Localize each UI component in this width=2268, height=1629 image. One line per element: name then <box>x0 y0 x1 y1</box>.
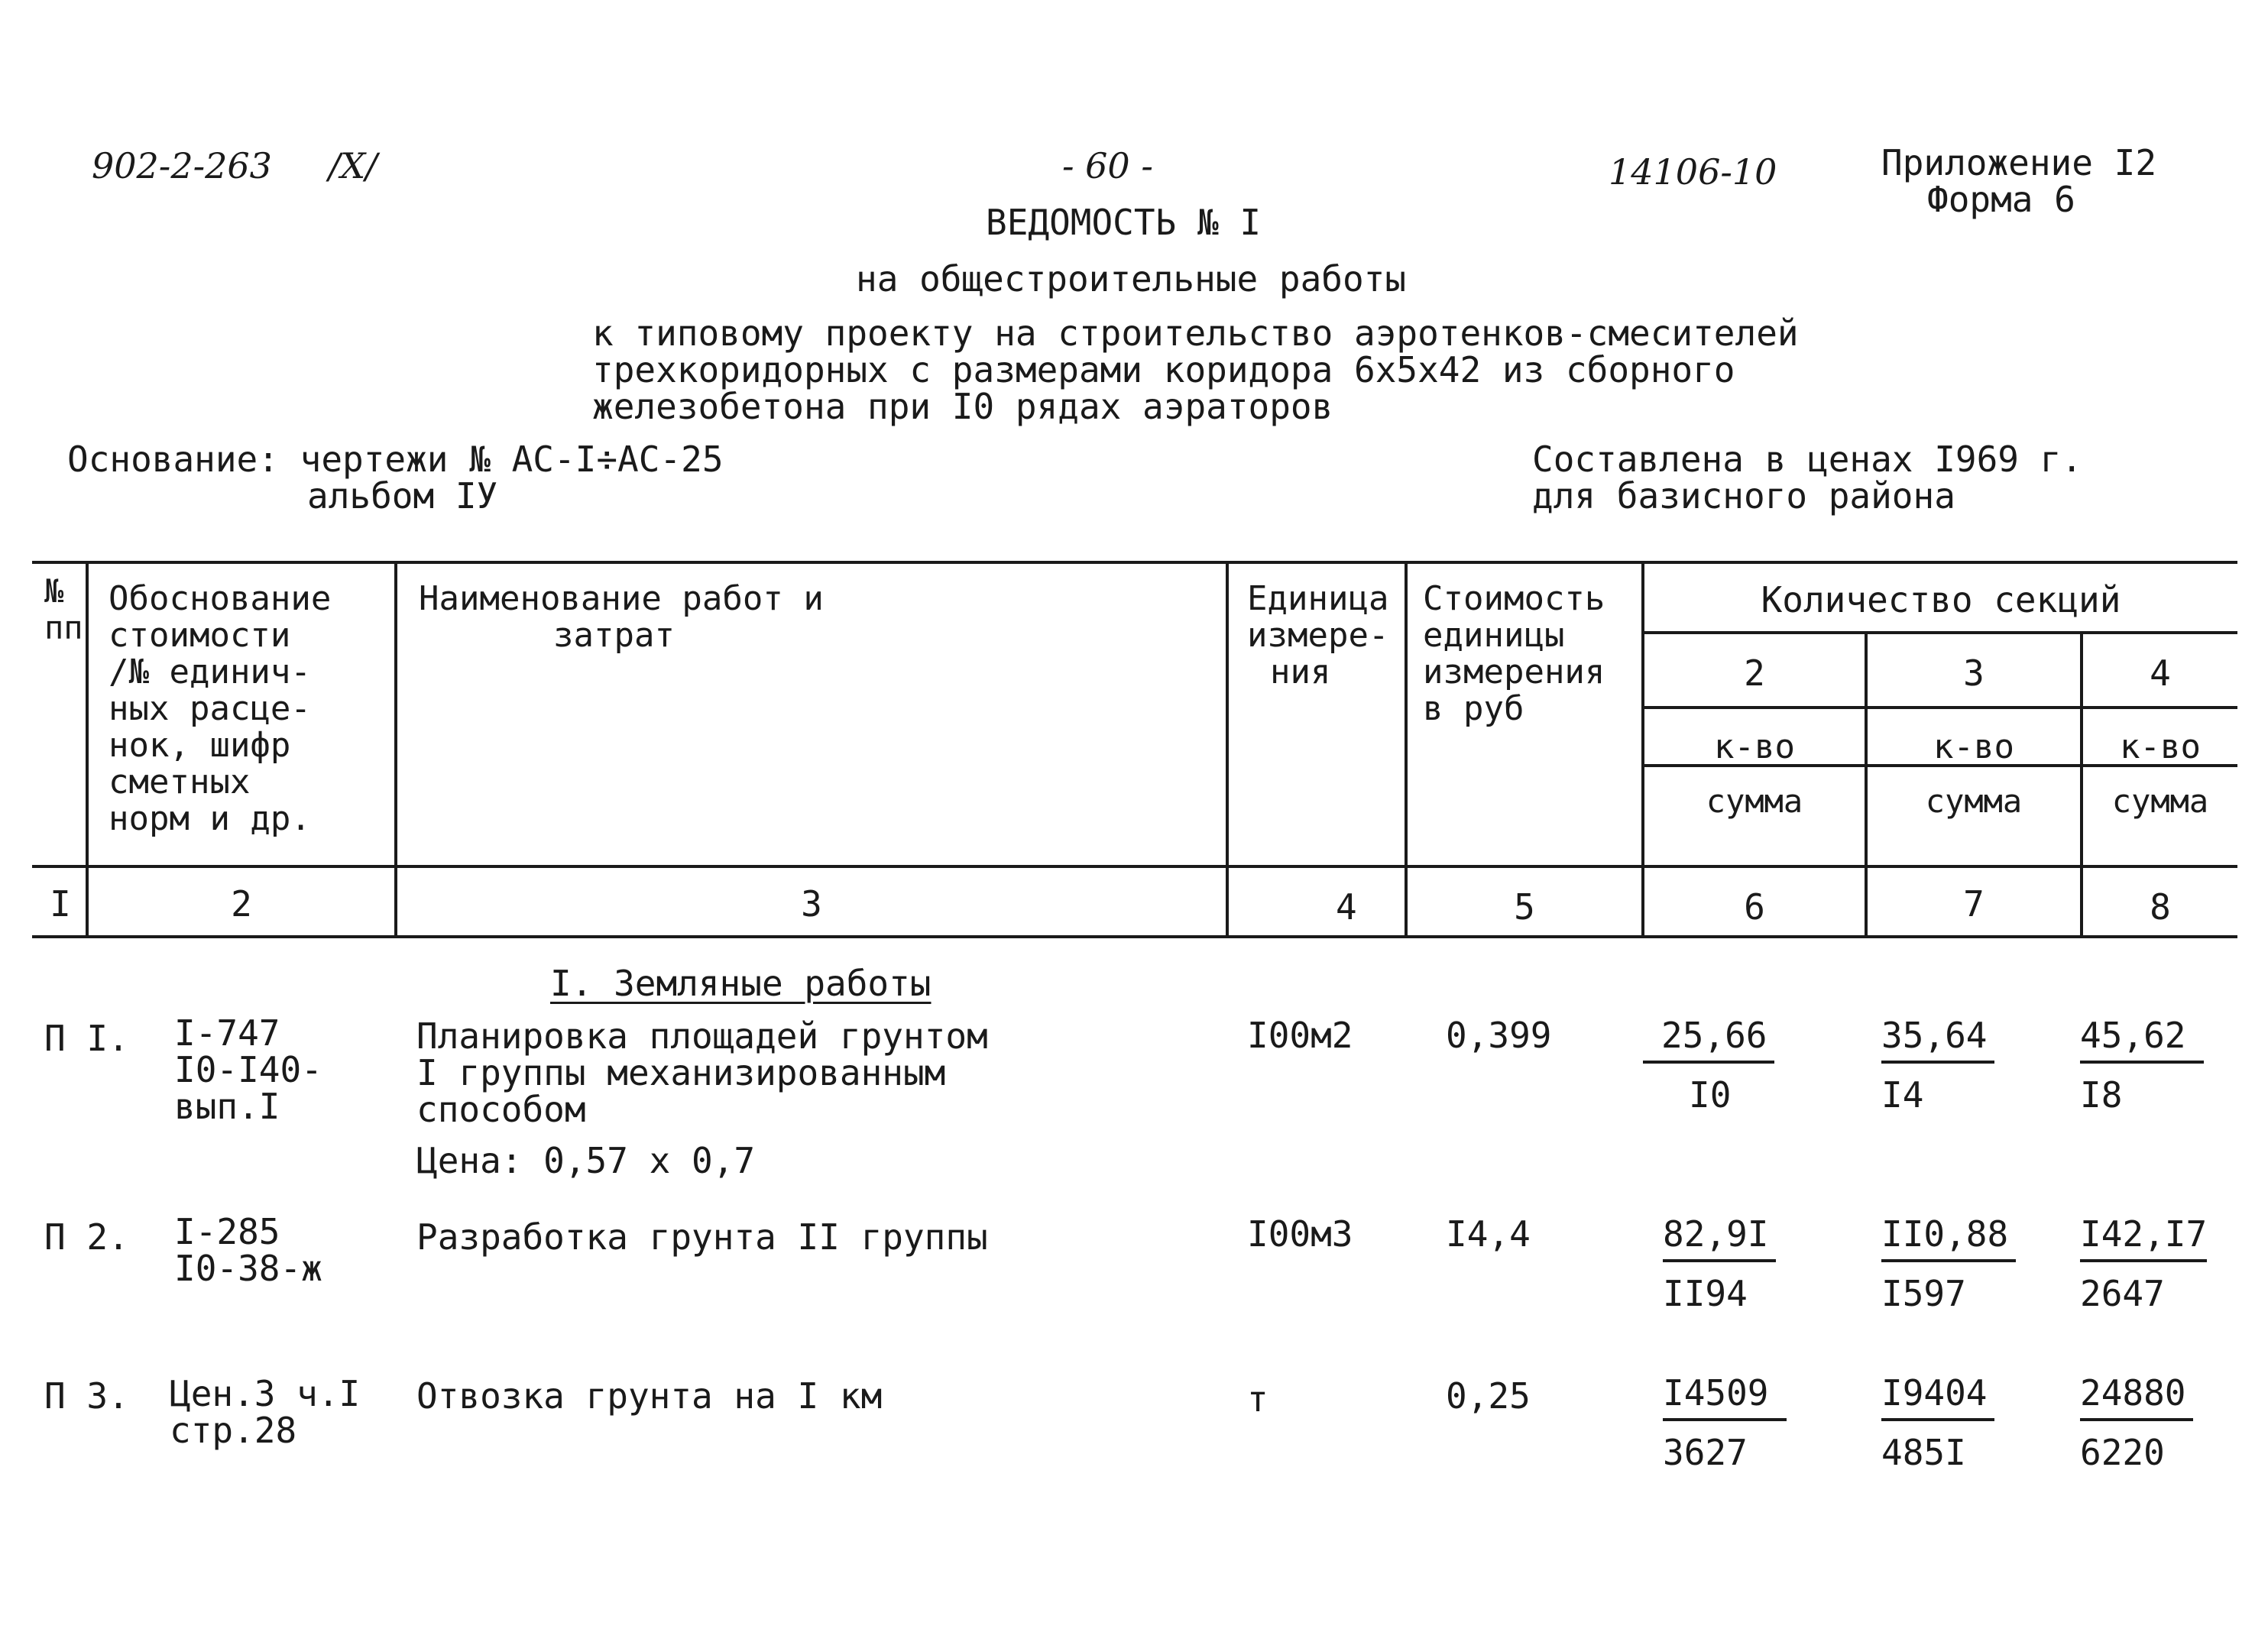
header-line: норм и др. <box>109 799 311 838</box>
column-separator <box>86 561 89 935</box>
row-price-note: Цена: 0,57 х 0,7 <box>416 1140 756 1181</box>
row-basis-line: стр.28 <box>170 1410 297 1451</box>
row-work-name: Отвозка грунта на I км <box>416 1375 883 1417</box>
sum-value: 2647 <box>2080 1273 2165 1314</box>
subheader-divider <box>1641 706 2237 709</box>
sum-value: 6220 <box>2080 1432 2165 1473</box>
row-basis-line: вып.I <box>174 1086 280 1127</box>
qty-value: 45,62 <box>2080 1015 2204 1064</box>
header-line: стоимости <box>109 616 291 655</box>
price-region: для базисного района <box>1532 475 1955 517</box>
price-basis: Составлена в ценах I969 г. <box>1532 439 2083 480</box>
header-basis <box>109 581 331 837</box>
row-basis-line: Цен.3 ч.I <box>170 1373 361 1414</box>
header-line: Единица <box>1247 579 1389 618</box>
row-basis <box>174 1012 322 1127</box>
header-line: нок, шифр <box>109 726 291 765</box>
column-number: 4 <box>1336 886 1357 928</box>
sum-value: I8 <box>2080 1074 2123 1116</box>
qty-value: I4509 <box>1663 1372 1787 1421</box>
row-basis <box>174 1213 322 1287</box>
section-count-2: 2 <box>1744 653 1765 694</box>
row-basis-line: I0-I40- <box>174 1049 322 1090</box>
qty-value: I42,I7 <box>2080 1213 2207 1262</box>
row-section-2-value <box>1663 1372 1787 1473</box>
project-description-line: к типовому проекту на строительство аэротенков-смесителей <box>592 313 1799 354</box>
row-unit: I00м3 <box>1247 1213 1353 1255</box>
section-heading: I. Земляные работы <box>550 963 932 1004</box>
header-bottom-border <box>32 865 2237 868</box>
section-count-3: 3 <box>1963 653 1985 694</box>
table-top-border <box>32 561 2237 564</box>
header-sections: Количество секций <box>1761 579 2121 620</box>
header-line: /№ единич- <box>109 653 311 691</box>
section-count-4: 4 <box>2150 653 2171 694</box>
header-line: в руб <box>1423 689 1524 728</box>
row-unit-cost: 0,25 <box>1446 1375 1531 1417</box>
stamp-number: 14106-10 <box>1609 151 1777 193</box>
header-line: Обоснование <box>109 579 332 618</box>
column-separator <box>1405 561 1408 935</box>
row-number: П 3. <box>44 1375 129 1417</box>
row-basis-line: I-285 <box>174 1211 280 1252</box>
row-basis <box>170 1375 360 1449</box>
qty-label: к-во <box>1714 727 1795 766</box>
page-number: - 60 - <box>1062 145 1153 186</box>
sum-label: сумма <box>1925 782 2023 820</box>
header-line: ния <box>1270 653 1331 691</box>
column-number: 3 <box>801 883 822 925</box>
header-line: сметных <box>109 763 251 802</box>
header-unit-cost <box>1423 581 1605 727</box>
row-section-4-value <box>2080 1372 2193 1473</box>
header-line: Наименование работ и <box>419 579 824 618</box>
column-separator <box>1226 561 1229 935</box>
document-code: 902-2-263 <box>92 145 272 186</box>
row-number: П I. <box>44 1018 129 1059</box>
form-label: Форма 6 <box>1927 179 2075 220</box>
header-line: измерения <box>1423 653 1605 691</box>
row-unit: I00м2 <box>1247 1015 1353 1056</box>
column-number: 8 <box>2150 886 2171 928</box>
sum-value: I597 <box>1881 1273 1966 1314</box>
header-unit <box>1247 581 1388 691</box>
appendix-label: Приложение I2 <box>1881 142 2157 183</box>
row-section-2-value <box>1643 1015 1774 1116</box>
header-line: затрат <box>553 616 675 655</box>
header-line: Стоимость <box>1423 579 1605 618</box>
row-work-name: Разработка грунта II группы <box>416 1216 988 1258</box>
basis-album: альбом IУ <box>307 475 498 517</box>
column-number: 6 <box>1744 886 1765 928</box>
row-work-line: способом <box>416 1089 586 1130</box>
qty-value: I9404 <box>1881 1372 1994 1421</box>
column-separator <box>394 561 397 935</box>
row-number: П 2. <box>44 1216 129 1258</box>
header-line: пп <box>44 609 83 646</box>
column-number: 2 <box>231 883 252 925</box>
header-line: ных расце- <box>109 689 311 728</box>
row-unit-cost: I4,4 <box>1446 1213 1531 1255</box>
statement-subtitle: на общестроительные работы <box>856 258 1407 300</box>
roman-mark: /X/ <box>329 145 377 186</box>
sections-divider <box>1641 631 2237 634</box>
sum-value: I4 <box>1881 1074 1924 1116</box>
qty-label: к-во <box>2120 727 2201 766</box>
sum-value: 485I <box>1881 1432 1966 1473</box>
header-work-name <box>419 581 824 654</box>
basis-drawings: Основание: чертежи № АС-I÷АС-25 <box>67 439 724 480</box>
row-section-3-value <box>1881 1372 1994 1473</box>
sum-label: сумма <box>1706 782 1803 820</box>
project-description <box>592 315 1799 425</box>
sum-label: сумма <box>2111 782 2209 820</box>
header-line: единицы <box>1423 616 1565 655</box>
row-section-3-value <box>1881 1015 1994 1116</box>
qty-value: 25,66 <box>1643 1015 1774 1064</box>
row-section-4-value <box>2080 1015 2204 1116</box>
column-number: 5 <box>1514 886 1535 928</box>
column-number: I <box>50 883 71 925</box>
qty-value: 35,64 <box>1881 1015 1994 1064</box>
qty-value: II0,88 <box>1881 1213 2016 1262</box>
sum-value: I0 <box>1689 1074 1732 1116</box>
row-work-line: I группы механизированным <box>416 1052 946 1093</box>
column-numbers-border <box>32 935 2237 938</box>
qty-label: к-во <box>1933 727 2014 766</box>
header-line: измере- <box>1247 616 1389 655</box>
row-section-4-value <box>2080 1213 2207 1314</box>
row-section-2-value <box>1663 1213 1776 1314</box>
project-description-line: трехкоридорных с размерами коридора 6х5х42 из сборного <box>592 349 1735 390</box>
row-work-name <box>416 1015 988 1130</box>
project-description-line: железобетона при I0 рядах аэраторов <box>592 386 1333 427</box>
header-line: № <box>44 572 64 610</box>
row-basis-line: I0-38-ж <box>174 1248 322 1289</box>
header-number <box>44 573 83 646</box>
row-section-3-value <box>1881 1213 2016 1314</box>
qty-value: 82,9I <box>1663 1213 1776 1262</box>
column-number: 7 <box>1963 883 1985 925</box>
sum-value: 3627 <box>1663 1432 1748 1473</box>
sum-value: II94 <box>1663 1273 1748 1314</box>
row-work-line: Планировка площадей грунтом <box>416 1015 988 1057</box>
qty-value: 24880 <box>2080 1372 2193 1421</box>
row-unit: т <box>1247 1378 1268 1420</box>
statement-title: ВЕДОМОСТЬ № I <box>986 202 1262 243</box>
row-unit-cost: 0,399 <box>1446 1015 1552 1056</box>
row-basis-line: I-747 <box>174 1012 280 1054</box>
